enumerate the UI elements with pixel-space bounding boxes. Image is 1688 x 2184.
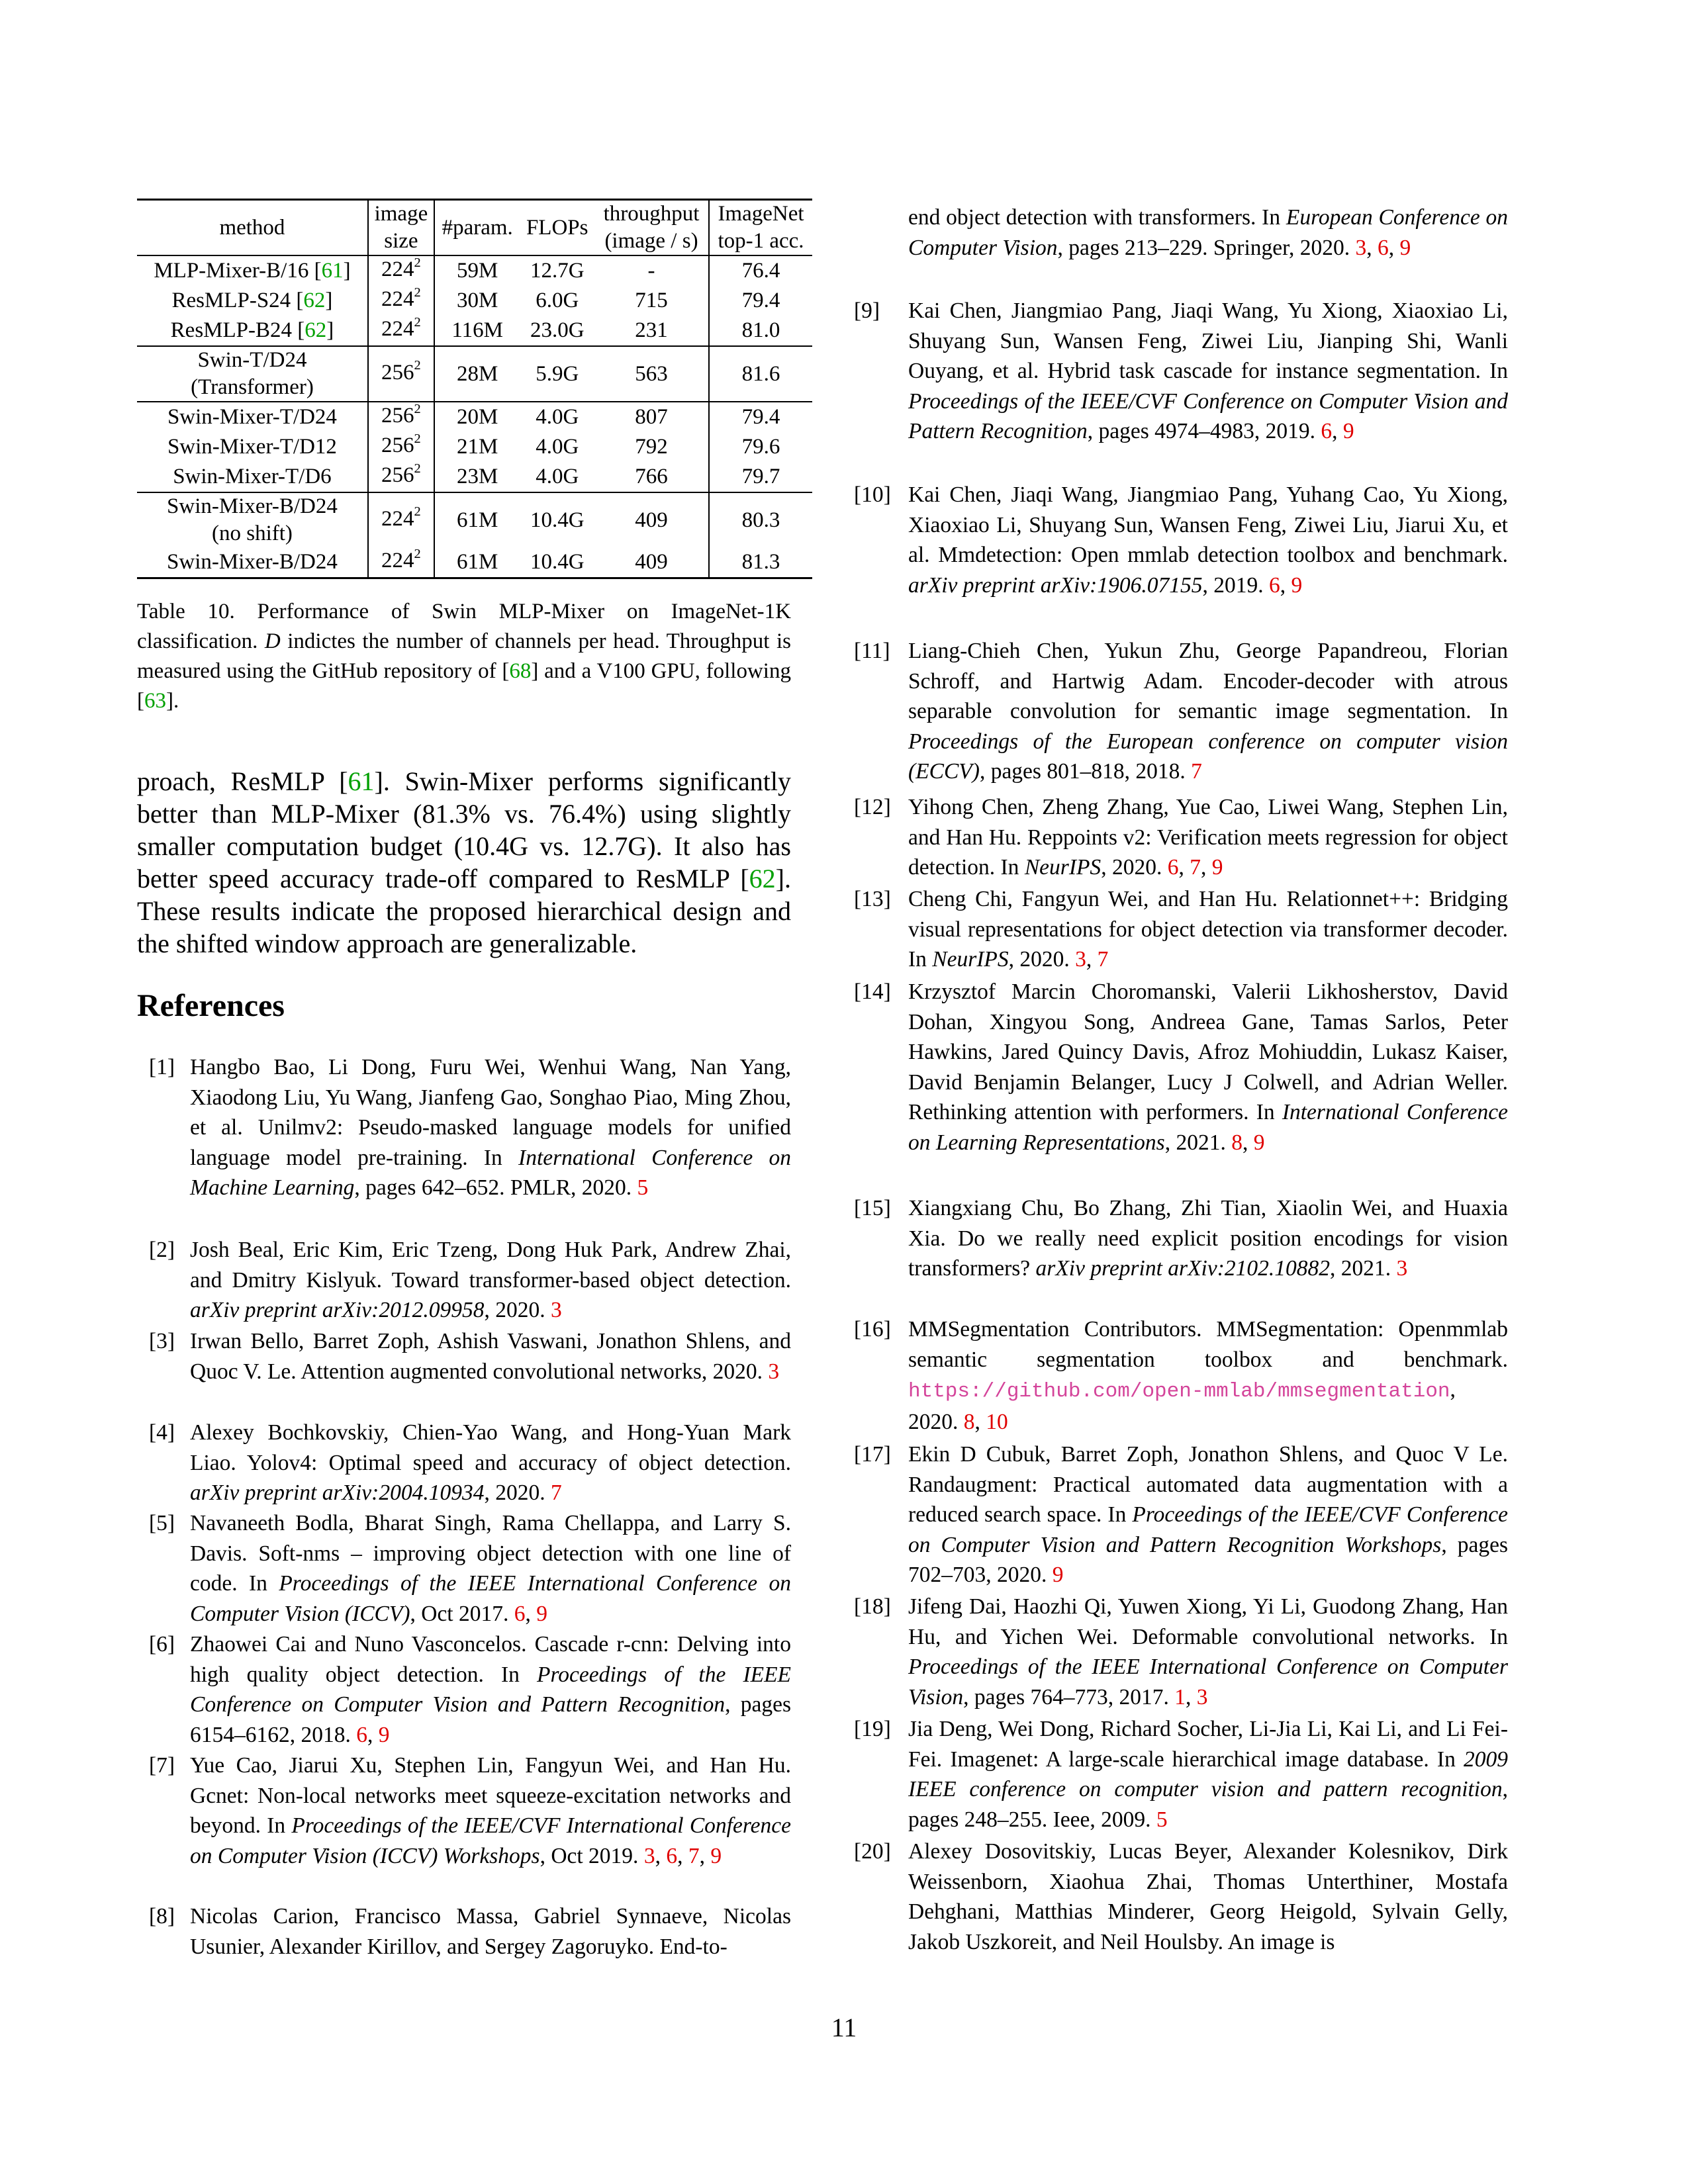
reference-venue: Proceedings of the IEEE/CVF Conference on Computer Vision and Pattern Recognition Workshops [908, 1502, 1508, 1557]
reference-r13 [854, 884, 1508, 975]
backref-link[interactable]: 9 [1052, 1563, 1064, 1587]
reference-r14 [854, 977, 1508, 1158]
cell-acc: 76.4 [709, 255, 812, 286]
backref-link[interactable]: 8 [963, 1409, 975, 1434]
reference-text [908, 636, 1508, 787]
reference-details: , 2021. [1330, 1256, 1397, 1281]
backref-link[interactable]: 6 [1377, 235, 1389, 260]
reference-authors-title: Xiangxiang Chu, Bo Zhang, Zhi Tian, Xiaolin Wei, and Huaxia Xia. Do we really need explicit position encodings for vision transformers? [908, 1196, 1508, 1281]
backref-link[interactable]: 6 [356, 1722, 367, 1747]
cell-flops: 4.0G [536, 435, 579, 459]
reference-r8 [149, 1901, 791, 1962]
reference-authors-title: Alexey Dosovitskiy, Lucas Beyer, Alexander Kolesnikov, Dirk Weissenborn, Xiaohua Zhai, Thomas Unterthiner, Mostafa Dehghani, Matthias Minderer, Georg Heigold, Sylvain Gelly, Jakob Uszkoreit, and Neil Houlsby. An image is [908, 1839, 1508, 1954]
reference-r20 [854, 1837, 1508, 1957]
reference-number: [19] [854, 1717, 891, 1741]
backref-link[interactable]: 6 [1167, 855, 1179, 880]
table-row [137, 316, 812, 346]
cell-flops: 5.9G [520, 346, 594, 402]
table-row [137, 402, 812, 432]
reference-number: [10] [854, 482, 891, 507]
reference-authors-title: Hangbo Bao, Li Dong, Furu Wei, Wenhui Wang, Nan Yang, Xiaodong Liu, Yu Wang, Jianfeng Gao, Songhao Piao, Ming Zhou, et al. Unilmv2: Pseudo-masked language models for unified language model pre-training. In [190, 1055, 791, 1170]
reference-text: Yihong Chen, Zheng Zhang, Yue Cao, Liwei Wang, Stephen Lin, and Han Hu. Reppoints v2: Verification meets regression for object detection. In NeurIPS, 2020. 6, 7, 9 [908, 795, 1508, 880]
backref-link[interactable]: 7 [688, 1843, 700, 1868]
reference-r11 [854, 636, 1508, 787]
backref-link[interactable]: 3 [1355, 235, 1367, 260]
reference-r17 [854, 1439, 1508, 1590]
reference-venue: International Conference on Machine Learning [190, 1145, 791, 1200]
reference-number: [12] [854, 795, 891, 819]
cell-method: Swin-Mixer-T/D12 [137, 432, 368, 462]
backref-link[interactable]: 6 [1321, 419, 1333, 443]
backref-link[interactable]: 9 [1342, 419, 1354, 443]
backref-link[interactable]: 9 [378, 1722, 390, 1747]
reference-r4 [149, 1418, 791, 1508]
cell-method: Swin-Mixer-T/D6 [137, 462, 368, 492]
backref-link[interactable]: 8 [1231, 1130, 1243, 1155]
backref-link[interactable]: 7 [1191, 759, 1202, 784]
backref-link[interactable]: 1 [1174, 1684, 1186, 1709]
reference-details: , 2020. [1101, 855, 1168, 880]
reference-venue: NeurIPS [1024, 855, 1102, 880]
reference-details: , pages 801–818, 2018. [979, 759, 1192, 784]
reference-authors-title: Jia Deng, Wei Dong, Richard Socher, Li-Jia Li, Kai Li, and Li Fei-Fei. Imagenet: A large-scale hierarchical image database. In [908, 1717, 1508, 1772]
reference-venue: International Conference on Learning Representations [908, 1100, 1508, 1155]
cell-throughput: 409 [594, 547, 709, 578]
reference-details: , pages 213–229. Springer, 2020. [1057, 235, 1356, 260]
reference-r3 [149, 1326, 791, 1387]
reference-number: [20] [854, 1839, 891, 1864]
cell-param: 30M [457, 289, 498, 312]
cell-method: ResMLP-S24 [62] [137, 286, 368, 316]
cell-method: MLP-Mixer-B/16 [61] [137, 255, 368, 286]
reference-number: [15] [854, 1196, 891, 1220]
reference-authors-title: Cheng Chi, Fangyun Wei, and Han Hu. Relationnet++: Bridging visual representations for object detection via transformer decoder. In [908, 887, 1508, 972]
table-row [137, 286, 812, 316]
reference-venue: NeurIPS [932, 947, 1009, 972]
cell-method: Swin-Mixer-B/D24 (no shift) [137, 492, 368, 547]
table-row [137, 346, 812, 402]
reference-details: , Oct 2019. [539, 1843, 644, 1868]
backref-link[interactable]: 7 [550, 1480, 562, 1505]
cell-throughput: 715 [635, 289, 668, 312]
references-heading: References [137, 988, 285, 1023]
reference-number: [3] [149, 1329, 175, 1353]
reference-authors-title: Josh Beal, Eric Kim, Eric Tzeng, Dong Huk Park, Andrew Zhai, and Dmitry Kislyuk. Toward transformer-based object detection. [190, 1238, 791, 1293]
reference-authors-title: Yihong Chen, Zheng Zhang, Yue Cao, Liwei Wang, Stephen Lin, and Han Hu. Reppoints v2: Verification meets regression for object detection. In [908, 795, 1508, 880]
page-number: 11 [831, 2013, 857, 2042]
reference-venue: arXiv preprint arXiv:2102.10882 [1035, 1256, 1330, 1281]
cell-throughput: 231 [635, 318, 668, 342]
cell-method: Swin-T/D24 (Transformer) [137, 346, 368, 402]
backref-link[interactable]: 3 [1196, 1684, 1208, 1709]
reference-details: , 2020. [484, 1480, 551, 1505]
cell-param: 23M [457, 465, 498, 488]
reference-venue: arXiv preprint arXiv:2012.09958 [190, 1298, 485, 1322]
reference-number: [18] [854, 1594, 891, 1619]
table-caption: Table 10. Performance of Swin MLP-Mixer on ImageNet-1K classification. D indictes the number of channels per head. Throughput is measured using the GitHub repository of [68] and a V100 GPU, following [63]. [137, 600, 791, 713]
backref-link[interactable]: 5 [1156, 1807, 1168, 1832]
header-flops: FLOPs [520, 200, 594, 256]
reference-details: , 2020. [484, 1298, 551, 1322]
reference-r19 [854, 1714, 1508, 1835]
reference-r5 [149, 1508, 791, 1629]
reference-authors-title: Liang-Chieh Chen, Yukun Zhu, George Papandreou, Florian Schroff, and Hartwig Adam. Encoder-decoder with atrous separable convolution for semantic image segmentation. In [908, 639, 1508, 723]
results-table [137, 199, 812, 579]
reference-authors-title: Navaneeth Bodla, Bharat Singh, Rama Chellappa, and Larry S. Davis. Soft-nms – improving object detection with one line of code. In [190, 1511, 791, 1596]
reference-url-link[interactable]: https://github.com/open-mmlab/mmsegmentation [908, 1380, 1450, 1403]
reference-number: [9] [854, 298, 880, 323]
reference-text: Kai Chen, Jiangmiao Pang, Jiaqi Wang, Yu Xiong, Xiaoxiao Li, Shuyang Sun, Wansen Feng, Ziwei Liu, Jianping Shi, Wanli Ouyang, et al. Hybrid task cascade for instance segmentation. In Proceedings of the IEEE/CVF Conference on Computer Vision and Pattern Recognition, pages 4974–4983, 2019. 6, 9 [908, 298, 1508, 443]
reference-venue: European Conference on Computer Vision [908, 205, 1508, 260]
cell-flops: 6.0G [536, 289, 579, 312]
reference-text [908, 1439, 1508, 1590]
backref-link[interactable]: 9 [536, 1601, 547, 1626]
header-image-size-l2: size [368, 228, 434, 255]
cell-size: $256^2$ [368, 346, 434, 402]
reference-text [908, 1193, 1508, 1284]
reference-r7 [149, 1751, 791, 1871]
cell-param: 20M [434, 402, 520, 432]
reference-r12 [854, 792, 1508, 883]
reference-details: , 2020. [1008, 947, 1076, 972]
header-throughput-l1: throughput [594, 200, 709, 228]
backref-link[interactable]: 9 [1253, 1130, 1265, 1155]
header-method: method [137, 200, 368, 256]
header-acc-l1: ImageNet [709, 200, 812, 228]
reference-authors-title: Yue Cao, Jiarui Xu, Stephen Lin, Fangyun Wei, and Han Hu. Gcnet: Non-local networks meet squeeze-excitation networks and beyond. In [190, 1753, 791, 1838]
header-param: #param. [434, 200, 520, 256]
cell-acc: 79.4 [709, 402, 812, 432]
reference-venue: 2009 IEEE conference on computer vision and pattern recognition [908, 1747, 1508, 1801]
backref-link[interactable]: 9 [1291, 572, 1303, 598]
cell-flops: 12.7G [520, 255, 594, 286]
cell-size: $256^2$ [368, 462, 434, 492]
cell-size: $224^2$ [368, 316, 434, 346]
reference-number: [16] [854, 1317, 891, 1342]
cell-param: 116M [451, 318, 503, 342]
cell-throughput: 409 [594, 492, 709, 547]
cell-size: $224^2$ [368, 492, 434, 547]
cell-flops: 4.0G [520, 402, 594, 432]
reference-number: [8] [149, 1904, 175, 1929]
backref-link[interactable]: 9 [1399, 235, 1411, 260]
reference-number: [6] [149, 1632, 175, 1657]
reference-details: , 2020. [908, 1377, 1456, 1434]
cell-throughput: 807 [594, 402, 709, 432]
backref-link[interactable]: 7 [1190, 855, 1201, 880]
reference-venue: arXiv preprint arXiv:1906.07155 [908, 572, 1203, 598]
reference-authors-title: Krzysztof Marcin Choromanski, Valerii Likhosherstov, David Dohan, Xingyou Song, Andreea Gane, Tamas Sarlos, Peter Hawkins, Jared Quincy Davis, Afroz Mohiuddin, Lukasz Kaiser, David Benjamin Belanger, Lucy J Colwell, and Adrian Weller. Rethinking attention with performers. In [908, 979, 1508, 1124]
backref-link[interactable]: 6 [666, 1843, 678, 1868]
reference-text: MMSegmentation Contributors. MMSegmentation: Openmmlab semantic segmentation toolbox and benchmark. https://github.com/open-mmlab/mmsegmentation, 2020. 8, 10 [908, 1317, 1508, 1434]
reference-text: Kai Chen, Jiaqi Wang, Jiangmiao Pang, Yuhang Cao, Yu Xiong, Xiaoxiao Li, Shuyang Sun, Wansen Feng, Ziwei Liu, Jiarui Xu, et al. Mmdetection: Open mmlab detection toolbox and benchmark. arXiv preprint arXiv:1906.07155, 2019. 6, 9 [908, 482, 1508, 598]
table-row [137, 255, 812, 286]
reference-r2 [149, 1235, 791, 1326]
cell-method: Swin-Mixer-T/D24 [137, 402, 368, 432]
reference-text [908, 1837, 1508, 1957]
reference-details: , Oct 2017. [410, 1601, 514, 1626]
cell-param: 21M [457, 435, 498, 459]
reference-details: , pages 248–255. Ieee, 2009. [908, 1777, 1508, 1832]
reference-authors-title: MMSegmentation Contributors. MMSegmentation: Openmmlab semantic segmentation toolbox and benchmark. [908, 1317, 1508, 1372]
backref-link[interactable]: 9 [1211, 855, 1223, 880]
reference-authors-title: Alexey Bochkovskiy, Chien-Yao Wang, and Hong-Yuan Mark Liao. Yolov4: Optimal speed and accuracy of object detection. [190, 1420, 791, 1475]
cell-acc: 81.3 [709, 547, 812, 578]
reference-authors-title: Ekin D Cubuk, Barret Zoph, Jonathon Shlens, and Quoc V Le. Randaugment: Practical automated data augmentation with a reduced search space. In [908, 1442, 1508, 1527]
reference-r8b [854, 203, 1508, 263]
reference-details: , pages 4974–4983, 2019. [1087, 419, 1321, 443]
reference-authors-title: Kai Chen, Jiangmiao Pang, Jiaqi Wang, Yu Xiong, Xiaoxiao Li, Shuyang Sun, Wansen Feng, Ziwei Liu, Jianping Shi, Wanli Ouyang, et al. Hybrid task cascade for instance segmentation. In [908, 298, 1508, 383]
cell-param: 59M [434, 255, 520, 286]
reference-text [190, 1901, 791, 1962]
backref-link[interactable]: 3 [768, 1359, 780, 1384]
cell-flops: 23.0G [530, 318, 585, 342]
reference-text [908, 1714, 1508, 1835]
reference-number: [11] [854, 639, 890, 663]
reference-text: Zhaowei Cai and Nuno Vasconcelos. Cascade r-cnn: Delving into high quality object detection. In Proceedings of the IEEE Conference on Computer Vision and Pattern Recognition, pages 6154–6162, 2018. 6, 9 [190, 1632, 792, 1747]
backref-link[interactable]: 3 [1075, 947, 1086, 972]
backref-link[interactable]: 7 [1097, 947, 1109, 972]
cell-throughput: 766 [635, 465, 668, 488]
reference-details: , pages 642–652. PMLR, 2020. [354, 1175, 637, 1200]
cell-flops: 10.4G [520, 547, 594, 578]
table-body [137, 255, 812, 578]
header-acc-l2: top-1 acc. [709, 228, 812, 255]
table-row [137, 547, 812, 578]
reference-venue: Proceedings of the European conference on computer vision (ECCV) [908, 729, 1508, 784]
reference-number: [17] [854, 1442, 891, 1467]
cell-throughput: 792 [635, 435, 668, 459]
header-throughput-l2: (image / s) [604, 229, 698, 253]
reference-authors-title: Nicolas Carion, Francisco Massa, Gabriel Synnaeve, Nicolas Usunier, Alexander Kirillov, and Sergey Zagoruyko. End-to- [190, 1904, 791, 1959]
header-image-size-l1: image [368, 200, 434, 228]
cell-acc: 80.3 [709, 492, 812, 547]
cell-acc: 81.0 [709, 316, 812, 346]
reference-text: Yue Cao, Jiarui Xu, Stephen Lin, Fangyun Wei, and Han Hu. Gcnet: Non-local networks meet squeeze-excitation networks and beyond. In Proceedings of the IEEE/CVF International Conference on Computer Vision (ICCV) Workshops, Oct 2019. 3, 6, 7, 9 [190, 1753, 791, 1868]
cell-param: 28M [434, 346, 520, 402]
backref-link[interactable]: 5 [637, 1175, 649, 1200]
cell-size: $224^2$ [368, 547, 434, 578]
cell-throughput: 563 [594, 346, 709, 402]
table-row [137, 462, 812, 492]
backref-link[interactable]: 6 [514, 1601, 526, 1626]
cell-method: Swin-Mixer-B/D24 [137, 547, 368, 578]
reference-authors-title: Kai Chen, Jiaqi Wang, Jiangmiao Pang, Yuhang Cao, Yu Xiong, Xiaoxiao Li, Shuyang Sun, Wansen Feng, Ziwei Liu, Jiarui Xu, et al. Mmdetection: Open mmlab detection toolbox and benchmark. [908, 482, 1508, 567]
cell-flops: 10.4G [520, 492, 594, 547]
reference-r16 [854, 1314, 1508, 1437]
backref-link[interactable]: 6 [1268, 572, 1280, 598]
backref-link[interactable]: 10 [986, 1409, 1008, 1434]
citation-link[interactable]: 68 [509, 659, 532, 683]
reference-venue: Proceedings of the IEEE Conference on Computer Vision and Pattern Recognition [190, 1662, 791, 1717]
reference-venue: Proceedings of the IEEE International Conference on Computer Vision (ICCV) [190, 1571, 791, 1626]
reference-r18 [854, 1592, 1508, 1712]
reference-venue: Proceedings of the IEEE International Conference on Computer Vision [908, 1655, 1508, 1709]
reference-details: , pages 764–773, 2017. [963, 1684, 1175, 1709]
reference-number: [4] [149, 1420, 175, 1445]
reference-authors-title: Irwan Bello, Barret Zoph, Ashish Vaswani, Jonathon Shlens, and Quoc V. Le. Attention augmented convolutional networks, 2020. [190, 1329, 791, 1384]
cell-param: 61M [434, 492, 520, 547]
reference-r1 [149, 1052, 791, 1203]
cell-acc: 79.7 [709, 462, 812, 492]
reference-venue: Proceedings of the IEEE/CVF Conference on Computer Vision and Pattern Recognition [908, 388, 1508, 443]
reference-details: , pages 6154–6162, 2018. [190, 1692, 792, 1747]
reference-text [190, 1418, 791, 1508]
reference-details: , 2021. [1164, 1130, 1232, 1155]
citation-link[interactable]: 62 [749, 864, 776, 893]
reference-text: end object detection with transformers. In European Conference on Computer Vision, pages 213–229. Springer, 2020. 3, 6, 9 [908, 205, 1508, 260]
reference-text: Krzysztof Marcin Choromanski, Valerii Likhosherstov, David Dohan, Xingyou Song, Andreea Gane, Tamas Sarlos, Peter Hawkins, Jared Quincy Davis, Afroz Mohiuddin, Lukasz Kaiser, David Benjamin Belanger, Lucy J Colwell, and Adrian Weller. Rethinking attention with performers. In International Conference on Learning Representations, 2021. 8, 9 [908, 979, 1508, 1155]
backref-link[interactable]: 9 [710, 1843, 722, 1868]
reference-number: [13] [854, 887, 891, 911]
reference-venue: arXiv preprint arXiv:2004.10934 [190, 1480, 485, 1505]
reference-r15 [854, 1193, 1508, 1284]
reference-authors-title: Jifeng Dai, Haozhi Qi, Yuwen Xiong, Yi Li, Guodong Zhang, Han Hu, and Yichen Wei. Deformable convolutional networks. In [908, 1594, 1508, 1649]
cell-flops: 4.0G [536, 465, 579, 488]
reference-details: , pages 702–703, 2020. [908, 1532, 1509, 1587]
reference-venue: Proceedings of the IEEE/CVF International Conference on Computer Vision (ICCV) Workshops [190, 1813, 791, 1868]
reference-text [190, 1052, 791, 1203]
citation-link[interactable]: 61 [348, 766, 375, 796]
reference-number: [5] [149, 1511, 175, 1535]
backref-link[interactable]: 3 [1396, 1256, 1408, 1281]
reference-r10 [854, 480, 1508, 600]
reference-text: Navaneeth Bodla, Bharat Singh, Rama Chellappa, and Larry S. Davis. Soft-nms – improving object detection with one line of code. In Proceedings of the IEEE International Conference on Computer Vision (ICCV), Oct 2017. 6, 9 [190, 1511, 791, 1626]
cell-size: $224^2$ [368, 286, 434, 316]
cell-param: 61M [434, 547, 520, 578]
reference-text: Cheng Chi, Fangyun Wei, and Han Hu. Relationnet++: Bridging visual representations for object detection via transformer decoder. In NeurIPS, 2020. 3, 7 [908, 887, 1508, 972]
reference-details: , 2019. [1202, 572, 1269, 598]
reference-number: [7] [149, 1753, 175, 1778]
reference-text: Jifeng Dai, Haozhi Qi, Yuwen Xiong, Yi Li, Guodong Zhang, Han Hu, and Yichen Wei. Deformable convolutional networks. In Proceedings of the IEEE International Conference on Computer Vision, pages 764–773, 2017. 1, 3 [908, 1594, 1508, 1709]
cell-size: $256^2$ [368, 402, 434, 432]
table-row [137, 432, 812, 462]
cell-size: $224^2$ [368, 255, 434, 286]
cell-method: ResMLP-B24 [62] [137, 316, 368, 346]
reference-authors-title: Zhaowei Cai and Nuno Vasconcelos. Cascade r-cnn: Delving into high quality object detection. In [190, 1632, 791, 1687]
reference-number: [2] [149, 1238, 175, 1262]
reference-number: [14] [854, 979, 891, 1004]
cell-throughput: - [594, 255, 709, 286]
reference-number: [1] [149, 1055, 175, 1079]
body-paragraph: proach, ResMLP [61]. Swin-Mixer performs significantly better than MLP-Mixer (81.3% vs. 76.4%) using slightly smaller computation budget (10.4G vs. 12.7G). It also has better speed accuracy trade-off compared to ResMLP [62]. These results indicate the proposed hierarchical design and the shifted window approach are generalizable. [137, 766, 791, 958]
backref-link[interactable]: 3 [643, 1843, 655, 1868]
cell-size: $256^2$ [368, 432, 434, 462]
reference-text [190, 1235, 791, 1326]
cell-acc: 79.6 [709, 432, 812, 462]
reference-authors-title: end object detection with transformers. In [908, 205, 1286, 230]
reference-r9 [854, 296, 1508, 447]
reference-r6 [149, 1629, 791, 1750]
reference-text [190, 1326, 791, 1387]
citation-link[interactable]: 63 [144, 689, 166, 713]
cell-acc: 79.4 [709, 286, 812, 316]
cell-acc: 81.6 [709, 346, 812, 402]
backref-link[interactable]: 3 [550, 1298, 562, 1322]
table-row [137, 492, 812, 547]
